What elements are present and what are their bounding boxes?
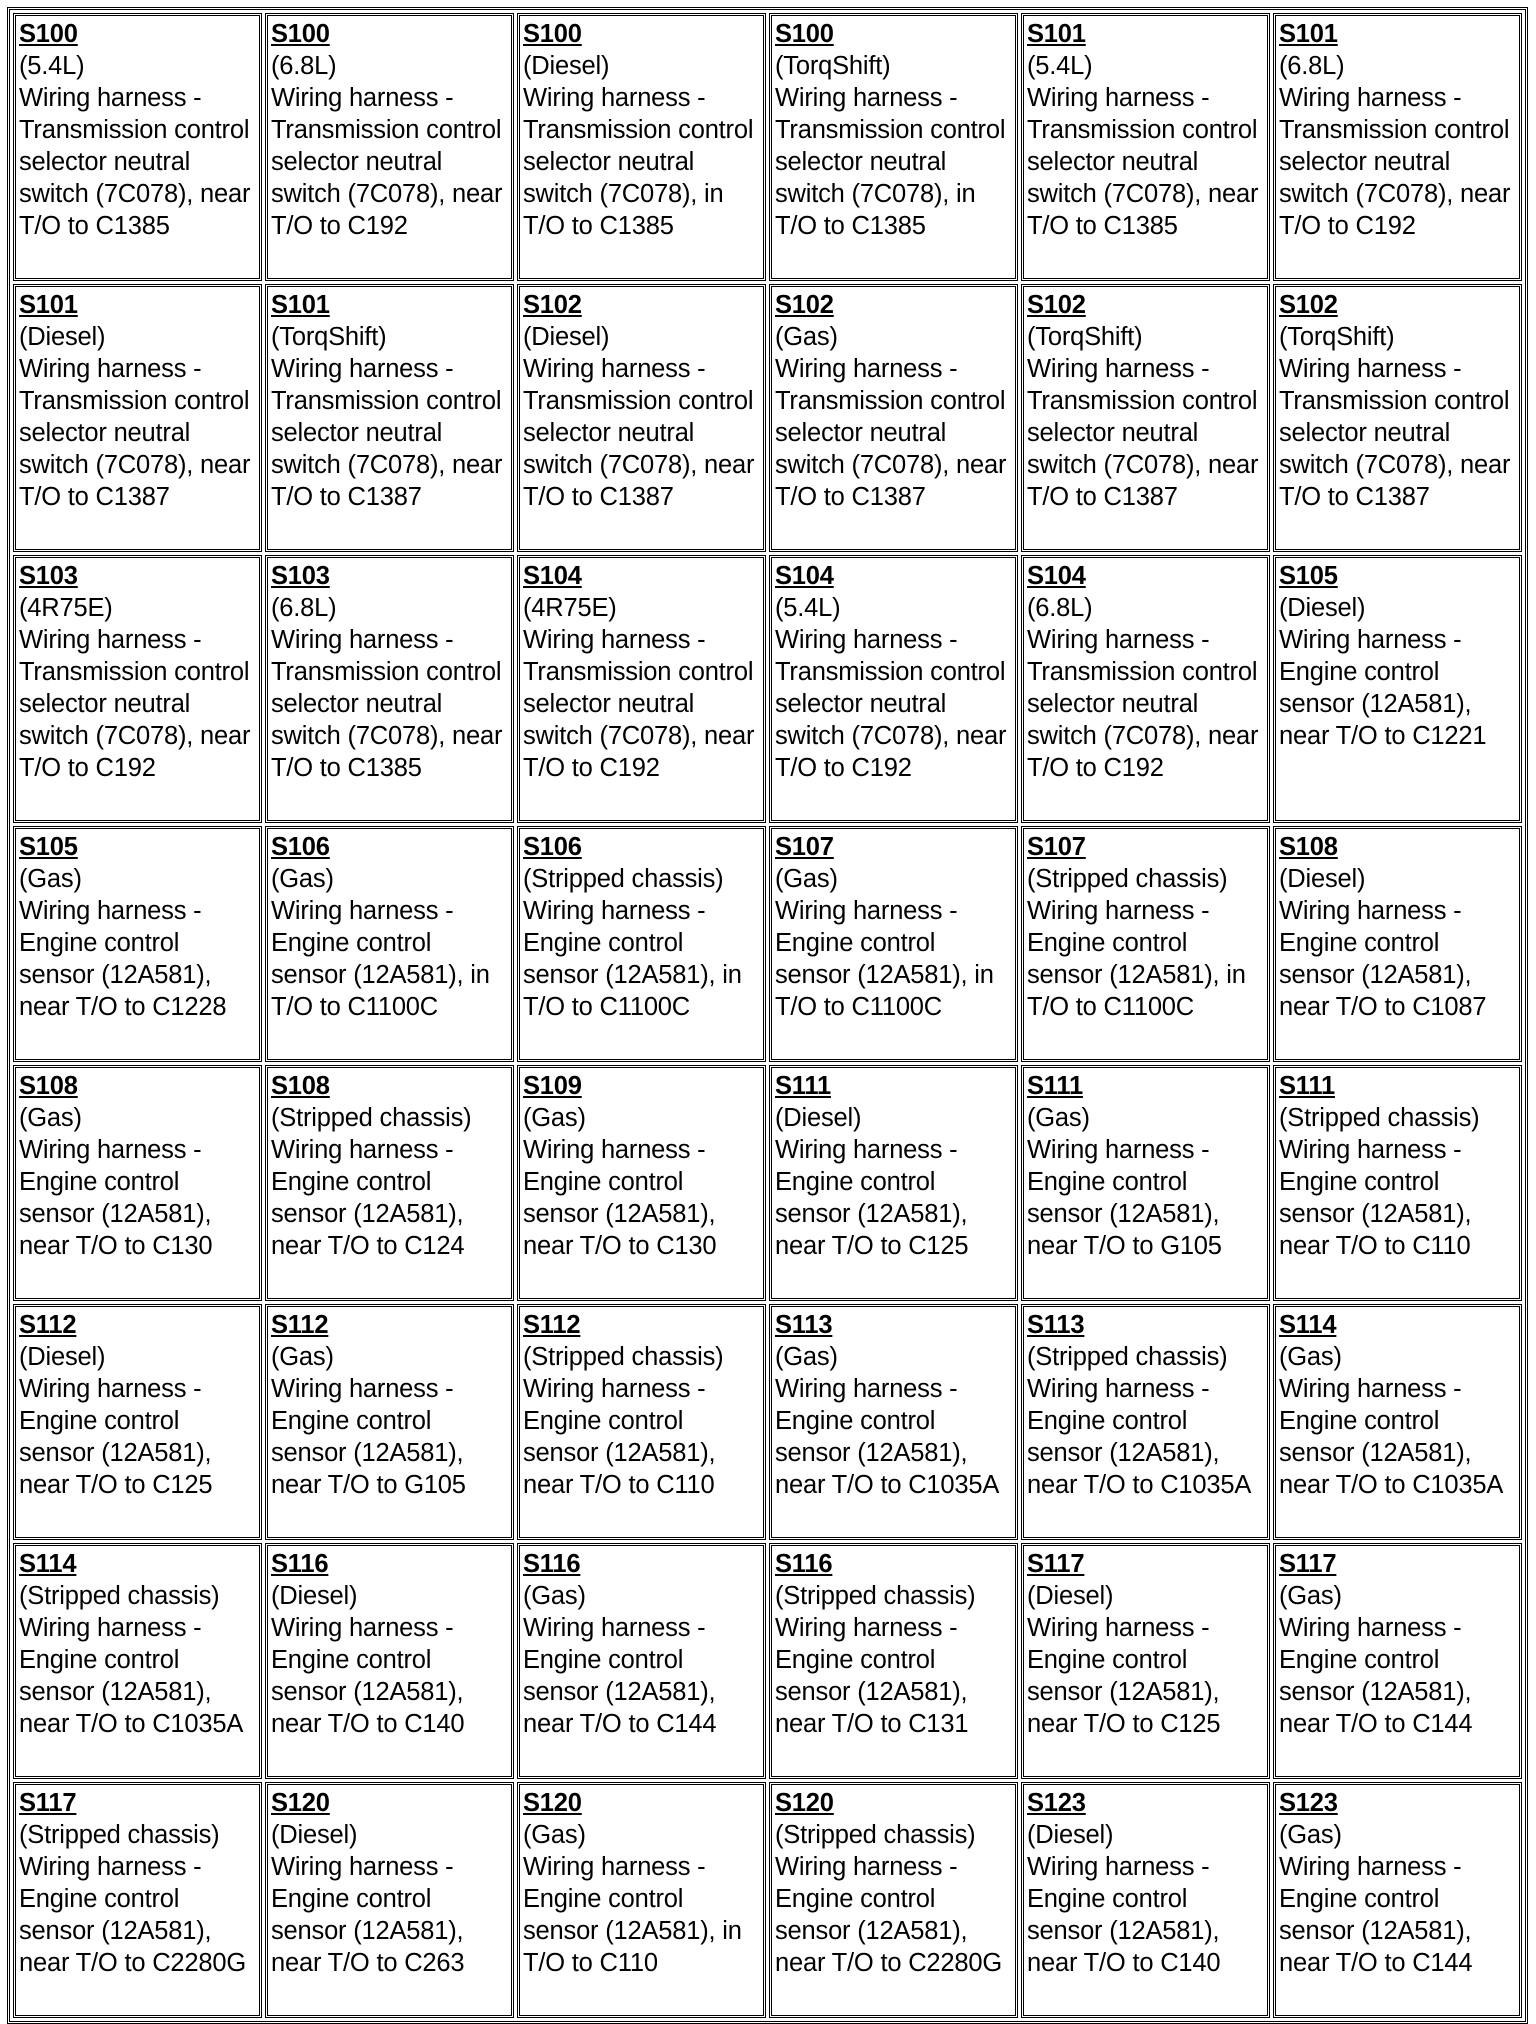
splice-id-link[interactable]: S106 bbox=[523, 833, 582, 861]
table-row bbox=[13, 826, 1522, 1062]
splice-description: Wiring harness - Engine control sensor (12A581), near T/O to C144 bbox=[1279, 1614, 1473, 1738]
table-cell bbox=[769, 1065, 1018, 1301]
splice-id-link[interactable]: S109 bbox=[523, 1072, 582, 1100]
splice-description: Wiring harness - Transmission control selector neutral switch (7C078), near T/O to C1387 bbox=[1027, 355, 1259, 511]
splice-description: Wiring harness - Transmission control selector neutral switch (7C078), near T/O to C1385 bbox=[19, 84, 251, 240]
table-cell bbox=[517, 826, 766, 1062]
table-row bbox=[13, 1543, 1522, 1779]
variant-label: (Gas) bbox=[1027, 1104, 1090, 1132]
splice-description: Wiring harness - Engine control sensor (12A581), near T/O to C110 bbox=[523, 1375, 716, 1499]
table-cell bbox=[1273, 284, 1522, 552]
variant-label: (Stripped chassis) bbox=[1279, 1104, 1480, 1132]
variant-label: (Diesel) bbox=[1027, 1821, 1114, 1849]
splice-id-link[interactable]: S102 bbox=[1279, 291, 1338, 319]
table-cell bbox=[769, 284, 1018, 552]
variant-label: (TorqShift) bbox=[775, 52, 891, 80]
variant-label: (Diesel) bbox=[523, 323, 610, 351]
splice-id-link[interactable]: S123 bbox=[1279, 1789, 1338, 1817]
splice-description: Wiring harness - Transmission control selector neutral switch (7C078), near T/O to C1387 bbox=[19, 355, 251, 511]
splice-id-link[interactable]: S105 bbox=[19, 833, 78, 861]
variant-label: (Diesel) bbox=[523, 52, 610, 80]
splice-id-link[interactable]: S111 bbox=[775, 1072, 831, 1100]
splice-id-link[interactable]: S100 bbox=[19, 20, 78, 48]
table-cell bbox=[265, 284, 514, 552]
splice-description: Wiring harness - Engine control sensor (12A581), near T/O to C130 bbox=[19, 1136, 213, 1260]
splice-id-link[interactable]: S108 bbox=[1279, 833, 1338, 861]
splice-description: Wiring harness - Engine control sensor (12A581), near T/O to C263 bbox=[271, 1853, 465, 1977]
splice-id-link[interactable]: S101 bbox=[1279, 20, 1338, 48]
table-cell bbox=[517, 13, 766, 281]
splice-id-link[interactable]: S106 bbox=[271, 833, 330, 861]
table-cell bbox=[769, 13, 1018, 281]
splice-id-link[interactable]: S120 bbox=[271, 1789, 330, 1817]
table-cell bbox=[769, 826, 1018, 1062]
variant-label: (Stripped chassis) bbox=[1027, 865, 1228, 893]
variant-label: (Gas) bbox=[19, 1104, 82, 1132]
splice-description: Wiring harness - Engine control sensor (12A581), near T/O to C2280G bbox=[19, 1853, 246, 1977]
table-cell bbox=[769, 555, 1018, 823]
variant-label: (Gas) bbox=[271, 1343, 334, 1371]
splice-id-link[interactable]: S101 bbox=[271, 291, 330, 319]
variant-label: (Diesel) bbox=[1279, 594, 1366, 622]
variant-label: (Diesel) bbox=[19, 323, 106, 351]
splice-id-link[interactable]: S108 bbox=[19, 1072, 78, 1100]
splice-id-link[interactable]: S120 bbox=[523, 1789, 582, 1817]
table-cell bbox=[1021, 1065, 1270, 1301]
table-row bbox=[13, 1065, 1522, 1301]
variant-label: (Gas) bbox=[19, 865, 82, 893]
splice-description: Wiring harness - Engine control sensor (12A581), near T/O to C131 bbox=[775, 1614, 969, 1738]
splice-id-link[interactable]: S104 bbox=[523, 562, 582, 590]
variant-label: (Diesel) bbox=[1027, 1582, 1114, 1610]
table-cell bbox=[13, 555, 262, 823]
variant-label: (Gas) bbox=[775, 1343, 838, 1371]
variant-label: (6.8L) bbox=[271, 594, 337, 622]
variant-label: (Diesel) bbox=[271, 1582, 358, 1610]
splice-id-link[interactable]: S105 bbox=[1279, 562, 1338, 590]
variant-label: (Diesel) bbox=[19, 1343, 106, 1371]
table-cell bbox=[517, 284, 766, 552]
table-cell bbox=[769, 1304, 1018, 1540]
table-cell bbox=[13, 1782, 262, 2018]
variant-label: (Gas) bbox=[523, 1582, 586, 1610]
table-cell bbox=[1273, 555, 1522, 823]
splice-description: Wiring harness - Engine control sensor (12A581), in T/O to C1100C bbox=[775, 897, 994, 1021]
table-row bbox=[13, 555, 1522, 823]
splice-description: Wiring harness - Transmission control selector neutral switch (7C078), near T/O to C1387 bbox=[1279, 355, 1511, 511]
variant-label: (5.4L) bbox=[775, 594, 841, 622]
table-cell bbox=[1273, 1065, 1522, 1301]
splice-id-link[interactable]: S103 bbox=[19, 562, 78, 590]
splice-description: Wiring harness - Transmission control selector neutral switch (7C078), near T/O to C192 bbox=[19, 626, 251, 782]
variant-label: (Diesel) bbox=[271, 1821, 358, 1849]
table-cell bbox=[265, 555, 514, 823]
splice-id-link[interactable]: S100 bbox=[271, 20, 330, 48]
splice-id-link[interactable]: S113 bbox=[775, 1311, 833, 1339]
splice-description: Wiring harness - Engine control sensor (12A581), near T/O to C140 bbox=[271, 1614, 465, 1738]
variant-label: (Gas) bbox=[1279, 1343, 1342, 1371]
variant-label: (Diesel) bbox=[775, 1104, 862, 1132]
splice-description: Wiring harness - Transmission control selector neutral switch (7C078), near T/O to C192 bbox=[271, 84, 503, 240]
splice-id-link[interactable]: S108 bbox=[271, 1072, 330, 1100]
table-cell bbox=[265, 1304, 514, 1540]
splice-description: Wiring harness - Transmission control selector neutral switch (7C078), near T/O to C192 bbox=[1279, 84, 1511, 240]
variant-label: (6.8L) bbox=[1027, 594, 1093, 622]
table-cell bbox=[13, 284, 262, 552]
table-cell bbox=[13, 1543, 262, 1779]
splice-id-link[interactable]: S111 bbox=[1279, 1072, 1335, 1100]
table-cell bbox=[265, 13, 514, 281]
splice-description: Wiring harness - Engine control sensor (12A581), near T/O to C1035A bbox=[775, 1375, 1000, 1499]
splice-description: Wiring harness - Engine control sensor (12A581), near T/O to C144 bbox=[523, 1614, 717, 1738]
variant-label: (Stripped chassis) bbox=[523, 865, 724, 893]
variant-label: (6.8L) bbox=[271, 52, 337, 80]
splice-description: Wiring harness - Transmission control selector neutral switch (7C078), in T/O to C1385 bbox=[523, 84, 754, 240]
splice-id-link[interactable]: S117 bbox=[1027, 1550, 1085, 1578]
splice-description: Wiring harness - Transmission control selector neutral switch (7C078), near T/O to C1385 bbox=[271, 626, 503, 782]
splice-id-link[interactable]: S112 bbox=[271, 1311, 329, 1339]
table-cell bbox=[1021, 1782, 1270, 2018]
variant-label: (Gas) bbox=[523, 1821, 586, 1849]
splice-id-link[interactable]: S112 bbox=[19, 1311, 77, 1339]
splice-id-link[interactable]: S112 bbox=[523, 1311, 581, 1339]
splice-description: Wiring harness - Transmission control selector neutral switch (7C078), near T/O to C192 bbox=[1027, 626, 1259, 782]
table-cell bbox=[1273, 1543, 1522, 1779]
splice-id-link[interactable]: S116 bbox=[271, 1550, 329, 1578]
splice-description: Wiring harness - Engine control sensor (12A581), in T/O to C1100C bbox=[271, 897, 490, 1021]
splice-description: Wiring harness - Engine control sensor (12A581), near T/O to C1087 bbox=[1279, 897, 1487, 1021]
splice-description: Wiring harness - Transmission control selector neutral switch (7C078), near T/O to C1387 bbox=[775, 355, 1007, 511]
splice-id-link[interactable]: S103 bbox=[271, 562, 330, 590]
splice-description: Wiring harness - Engine control sensor (12A581), near T/O to C144 bbox=[1279, 1853, 1473, 1977]
variant-label: (Diesel) bbox=[1279, 865, 1366, 893]
variant-label: (Gas) bbox=[775, 323, 838, 351]
splice-description: Wiring harness - Transmission control selector neutral switch (7C078), near T/O to C1385 bbox=[1027, 84, 1259, 240]
splice-description: Wiring harness - Transmission control selector neutral switch (7C078), near T/O to C192 bbox=[523, 626, 755, 782]
splice-description: Wiring harness - Engine control sensor (12A581), near T/O to C125 bbox=[19, 1375, 213, 1499]
variant-label: (Stripped chassis) bbox=[19, 1582, 220, 1610]
splice-id-link[interactable]: S100 bbox=[775, 20, 834, 48]
table-cell bbox=[1021, 555, 1270, 823]
variant-label: (Stripped chassis) bbox=[1027, 1343, 1228, 1371]
splice-description: Wiring harness - Engine control sensor (12A581), in T/O to C110 bbox=[523, 1853, 742, 1977]
splice-description: Wiring harness - Engine control sensor (12A581), near T/O to C2280G bbox=[775, 1853, 1002, 1977]
variant-label: (Stripped chassis) bbox=[271, 1104, 472, 1132]
table-cell bbox=[1021, 1304, 1270, 1540]
table-cell bbox=[1021, 284, 1270, 552]
table-cell bbox=[517, 1065, 766, 1301]
splice-description: Wiring harness - Engine control sensor (12A581), in T/O to C1100C bbox=[523, 897, 742, 1021]
splice-description: Wiring harness - Engine control sensor (12A581), near T/O to C1221 bbox=[1279, 626, 1487, 750]
variant-label: (Stripped chassis) bbox=[523, 1343, 724, 1371]
variant-label: (Gas) bbox=[271, 865, 334, 893]
splice-description: Wiring harness - Transmission control selector neutral switch (7C078), near T/O to C1387 bbox=[523, 355, 755, 511]
splice-description: Wiring harness - Engine control sensor (12A581), near T/O to C125 bbox=[775, 1136, 969, 1260]
variant-label: (Gas) bbox=[1279, 1821, 1342, 1849]
table-cell bbox=[517, 555, 766, 823]
variant-label: (Stripped chassis) bbox=[19, 1821, 220, 1849]
splice-description: Wiring harness - Transmission control selector neutral switch (7C078), near T/O to C192 bbox=[775, 626, 1007, 782]
table-cell bbox=[1021, 1543, 1270, 1779]
splice-table-body bbox=[13, 13, 1522, 2018]
splice-id-link[interactable]: S102 bbox=[523, 291, 582, 319]
table-cell bbox=[769, 1782, 1018, 2018]
splice-id-link[interactable]: S123 bbox=[1027, 1789, 1086, 1817]
splice-description: Wiring harness - Engine control sensor (12A581), in T/O to C1100C bbox=[1027, 897, 1246, 1021]
table-row bbox=[13, 1304, 1522, 1540]
splice-id-link[interactable]: S102 bbox=[1027, 291, 1086, 319]
table-cell bbox=[265, 1782, 514, 2018]
splice-description: Wiring harness - Engine control sensor (12A581), near T/O to C1035A bbox=[1279, 1375, 1504, 1499]
splice-id-link[interactable]: S101 bbox=[19, 291, 78, 319]
splice-id-link[interactable]: S100 bbox=[523, 20, 582, 48]
table-row bbox=[13, 284, 1522, 552]
variant-label: (Stripped chassis) bbox=[775, 1582, 976, 1610]
splice-description: Wiring harness - Engine control sensor (12A581), near T/O to C130 bbox=[523, 1136, 717, 1260]
splice-id-link[interactable]: S117 bbox=[19, 1789, 77, 1817]
table-cell bbox=[769, 1543, 1018, 1779]
splice-id-link[interactable]: S116 bbox=[775, 1550, 833, 1578]
splice-description: Wiring harness - Engine control sensor (12A581), near T/O to C1228 bbox=[19, 897, 227, 1021]
variant-label: (6.8L) bbox=[1279, 52, 1345, 80]
splice-id-link[interactable]: S102 bbox=[775, 291, 834, 319]
table-row bbox=[13, 13, 1522, 281]
splice-id-link[interactable]: S104 bbox=[775, 562, 834, 590]
table-row bbox=[13, 1782, 1522, 2018]
splice-location-table bbox=[10, 10, 1525, 2021]
table-cell bbox=[1273, 1782, 1522, 2018]
variant-label: (4R75E) bbox=[19, 594, 113, 622]
variant-label: (4R75E) bbox=[523, 594, 617, 622]
table-cell bbox=[13, 1304, 262, 1540]
splice-id-link[interactable]: S104 bbox=[1027, 562, 1086, 590]
splice-id-link[interactable]: S111 bbox=[1027, 1072, 1083, 1100]
splice-description: Wiring harness - Transmission control selector neutral switch (7C078), in T/O to C1385 bbox=[775, 84, 1006, 240]
splice-description: Wiring harness - Transmission control selector neutral switch (7C078), near T/O to C1387 bbox=[271, 355, 503, 511]
variant-label: (Gas) bbox=[775, 865, 838, 893]
table-cell bbox=[1273, 1304, 1522, 1540]
splice-id-link[interactable]: S107 bbox=[775, 833, 834, 861]
variant-label: (5.4L) bbox=[19, 52, 85, 80]
variant-label: (Gas) bbox=[523, 1104, 586, 1132]
table-cell bbox=[1021, 826, 1270, 1062]
table-cell bbox=[1273, 826, 1522, 1062]
table-cell bbox=[1021, 13, 1270, 281]
splice-description: Wiring harness - Engine control sensor (12A581), near T/O to C1035A bbox=[19, 1614, 244, 1738]
splice-id-link[interactable]: S107 bbox=[1027, 833, 1086, 861]
table-cell bbox=[13, 13, 262, 281]
splice-description: Wiring harness - Engine control sensor (12A581), near T/O to C1035A bbox=[1027, 1375, 1252, 1499]
variant-label: (TorqShift) bbox=[271, 323, 387, 351]
table-cell bbox=[13, 826, 262, 1062]
splice-description: Wiring harness - Engine control sensor (12A581), near T/O to C110 bbox=[1279, 1136, 1472, 1260]
variant-label: (5.4L) bbox=[1027, 52, 1093, 80]
splice-id-link[interactable]: S114 bbox=[19, 1550, 77, 1578]
splice-id-link[interactable]: S120 bbox=[775, 1789, 834, 1817]
splice-description: Wiring harness - Engine control sensor (12A581), near T/O to G105 bbox=[1027, 1136, 1222, 1260]
table-cell bbox=[517, 1304, 766, 1540]
variant-label: (Stripped chassis) bbox=[775, 1821, 976, 1849]
splice-id-link[interactable]: S116 bbox=[523, 1550, 581, 1578]
table-cell bbox=[517, 1543, 766, 1779]
table-cell bbox=[1273, 13, 1522, 281]
splice-id-link[interactable]: S117 bbox=[1279, 1550, 1337, 1578]
splice-description: Wiring harness - Engine control sensor (12A581), near T/O to G105 bbox=[271, 1375, 466, 1499]
table-cell bbox=[13, 1065, 262, 1301]
variant-label: (Gas) bbox=[1279, 1582, 1342, 1610]
splice-location-table-frame bbox=[7, 7, 1528, 2024]
table-cell bbox=[265, 1065, 514, 1301]
splice-id-link[interactable]: S113 bbox=[1027, 1311, 1085, 1339]
splice-id-link[interactable]: S114 bbox=[1279, 1311, 1337, 1339]
variant-label: (TorqShift) bbox=[1279, 323, 1395, 351]
splice-description: Wiring harness - Engine control sensor (12A581), near T/O to C124 bbox=[271, 1136, 465, 1260]
table-cell bbox=[265, 826, 514, 1062]
table-cell bbox=[517, 1782, 766, 2018]
splice-description: Wiring harness - Engine control sensor (12A581), near T/O to C125 bbox=[1027, 1614, 1221, 1738]
table-cell bbox=[265, 1543, 514, 1779]
splice-id-link[interactable]: S101 bbox=[1027, 20, 1086, 48]
splice-description: Wiring harness - Engine control sensor (12A581), near T/O to C140 bbox=[1027, 1853, 1221, 1977]
variant-label: (TorqShift) bbox=[1027, 323, 1143, 351]
